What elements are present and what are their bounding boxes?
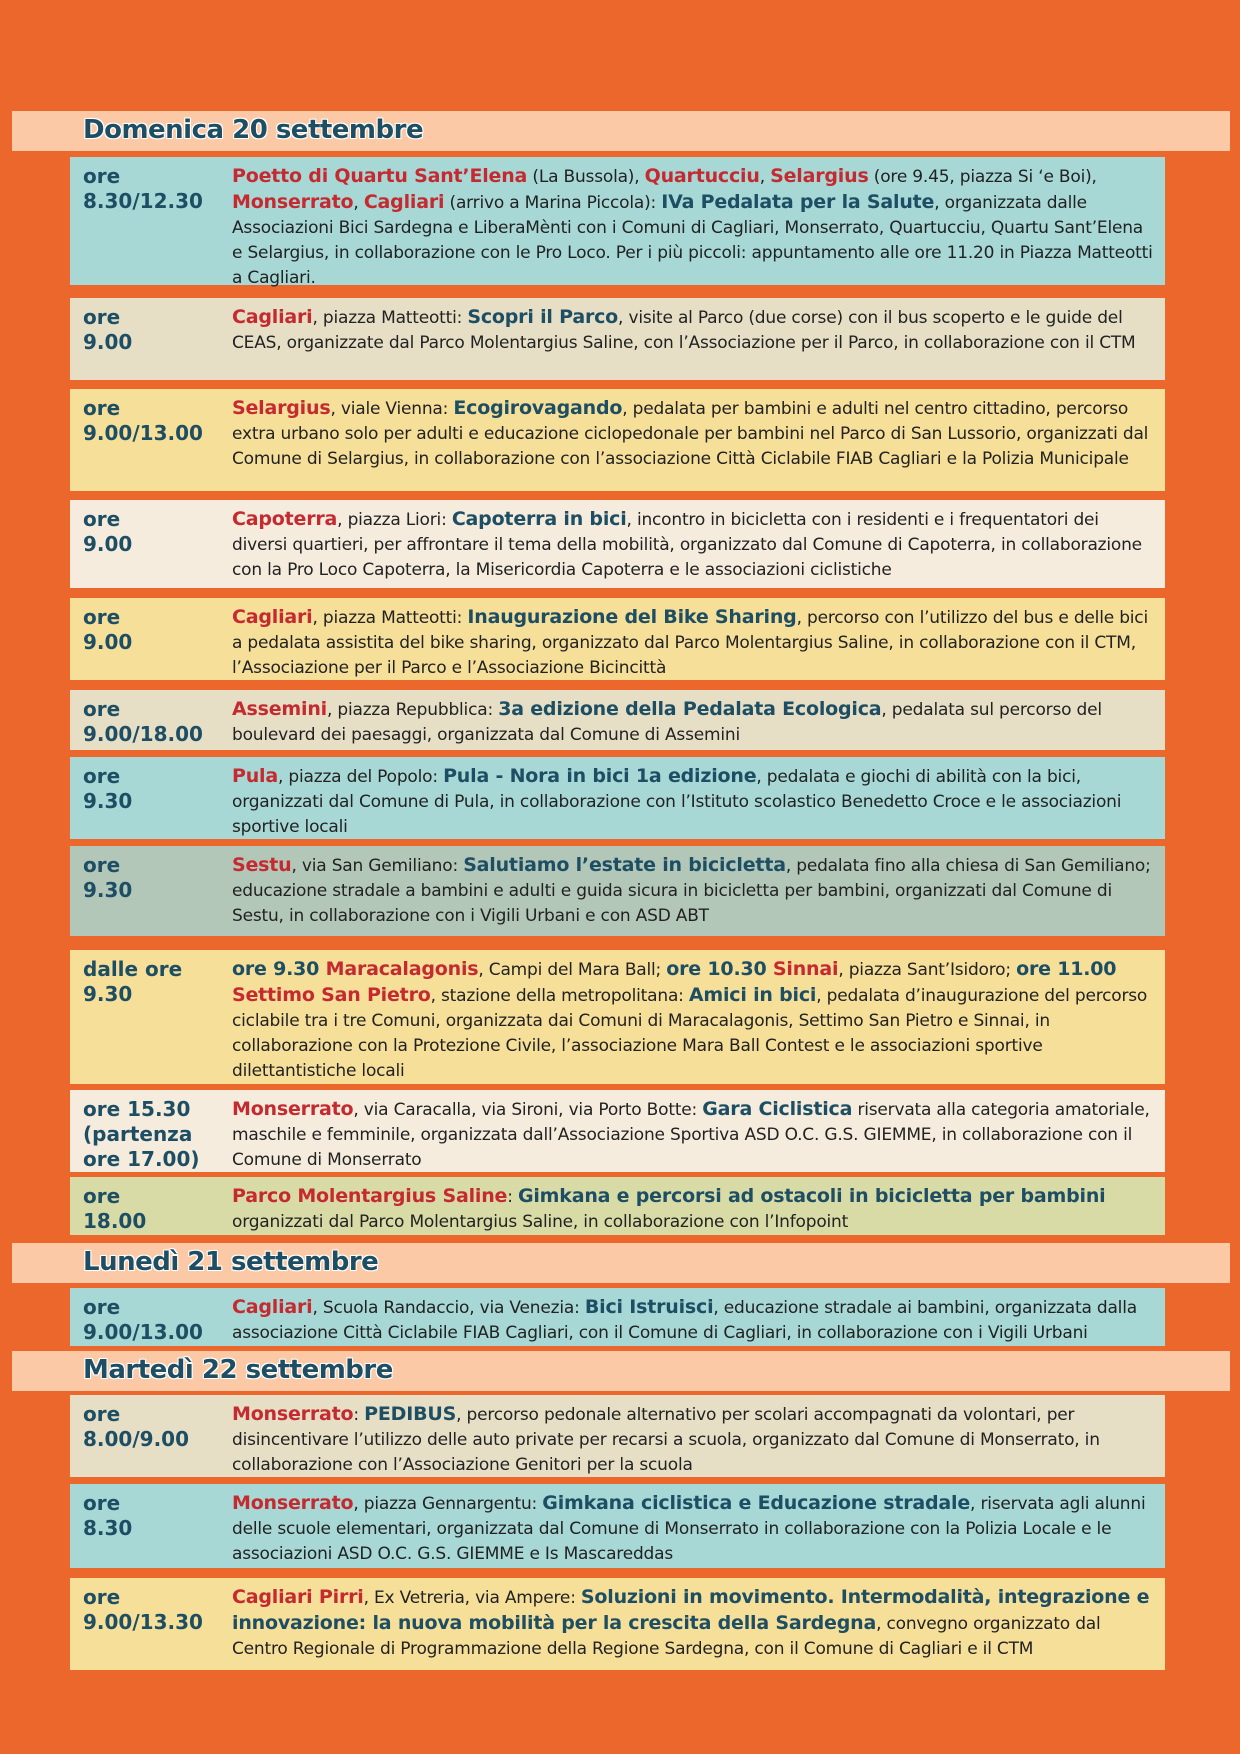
event-text: , pedalata fino alla chiesa di San Gemiliano; educazione stradale a bambini e adulti e guida sicura in bicicletta per bambini, organizzati dal Comune di Sestu, in collaborazione con i Vigili Urbani e con ASD ABT [232,856,1151,926]
event-time [83,305,223,355]
event-text: (ore 9.45, piazza Si ‘e Boi), [868,167,1097,187]
event-row [70,846,1165,936]
event-text: , riservata agli alunni delle scuole elementari, organizzata dal Comune di Monserrato in collaborazione con la Polizia Locale e le associazioni ASD O.C. G.S. GIEMME e Is Mascareddas [232,1494,1146,1564]
event-description [232,957,1155,1084]
event-text: , visite al Parco (due corse) con il bus scoperto e le guide del CEAS, organizzate dal Parco Molentargius Saline, con l’Associazione per il Parco, in collaborazione con il CTM [232,308,1136,353]
event-row [70,157,1165,288]
event-text: , convegno organizzato dal Centro Regionale di Programmazione della Regione Sardegna, con il Comune di Cagliari e il CTM [232,1614,1101,1659]
event-text: riservata alla categoria amatoriale, maschile e femminile, organizzata dall’Associazione Sportiva ASD O.C. G.S. GIEMME, in collaborazione con il Comune di Monserrato [232,1100,1150,1170]
event-time-line: ore [83,1402,121,1426]
event-description [232,853,1155,929]
event-text: (La Bussola), [527,167,645,187]
event-text: , via Caracalla, via Sironi, via Porto Botte: [353,1100,703,1120]
event-row [70,1288,1165,1346]
event-title: IVa Pedalata per la Salute [661,191,935,213]
event-description [232,1184,1155,1235]
event-title: Gimkana ciclistica e Educazione stradale [542,1492,971,1514]
event-text: , piazza Matteotti: [312,608,468,628]
event-text: , pedalata sul percorso del boulevard dei paesaggi, organizzata dal Comune di Assemini [232,700,1102,745]
event-time-line: ore [83,853,121,877]
event-time-line: 9.00/13.00 [83,421,203,445]
event-location: Cagliari [232,306,313,328]
day-header [12,1243,1230,1283]
event-time-line: 9.00 [83,630,133,654]
event-title: Amici in bici [688,984,817,1006]
event-location: Monserrato [232,1403,354,1425]
event-text: , via San Gemiliano: [291,856,464,876]
day-title: Lunedì 21 settembre [83,1247,379,1277]
event-time-line: 9.00/13.00 [83,1320,203,1344]
event-location: Maracalagonis [325,958,479,980]
event-row [70,598,1165,680]
event-text: , viale Vienna: [330,399,454,419]
event-title: Pula - Nora in bici 1a edizione [443,765,757,787]
event-time-line: ore 17.00) [83,1147,200,1171]
event-title: Bici Istruisci [584,1296,714,1318]
event-description [232,1295,1155,1346]
event-time-line: 8.30 [83,1516,133,1540]
event-text: : [353,1405,365,1425]
event-time [83,1184,223,1234]
event-title: 3a edizione della Pedalata Ecologica [498,698,882,720]
event-text: , Scuola Randaccio, via Venezia: [312,1298,585,1318]
event-location: Settimo San Pietro [232,984,431,1006]
event-location: Parco Molentargius Saline [232,1185,508,1207]
event-time [83,164,223,214]
event-row [70,1090,1165,1172]
event-time [83,1585,223,1635]
event-text: , pedalata per bambini e adulti nel centro cittadino, percorso extra urbano solo per adulti e educazione ciclopedonale per bambini nel Parco di San Lussorio, organizzati dal Comune di Selargius, in collaborazione con l’associazione Città Ciclabile FIAB Cagliari e la Polizia Municipale [232,399,1149,469]
event-location: Cagliari [363,191,445,213]
event-title: Capoterra in bici [451,508,627,530]
event-time [83,396,223,446]
event-row [70,298,1165,380]
event-time-line: 18.00 [83,1209,147,1233]
event-title: Inaugurazione del Bike Sharing [467,606,797,628]
event-location: Monserrato [232,1492,354,1514]
event-time-line: ore 15.30 [83,1097,191,1121]
event-time [83,1402,223,1452]
event-time-line: dalle ore [83,957,183,981]
event-row [70,950,1165,1084]
event-title: Gara Ciclistica [702,1098,853,1120]
event-text: , percorso pedonale alternativo per scolari accompagnati da volontari, per disincentivare l’utilizzo delle auto private per recarsi a scuola, organizzato dal Comune di Monserrato, in collaborazione con l’Associazione Genitori per la scuola [232,1405,1100,1475]
event-text: , piazza Gennargentu: [353,1494,543,1514]
event-description [232,1491,1155,1567]
event-row [70,1395,1165,1477]
event-row [70,389,1165,491]
event-text: , educazione stradale ai bambini, organizzata dalla associazione Città Ciclabile FIAB Cagliari, con il Comune di Cagliari, in collaborazione con i Vigili Urbani [232,1298,1137,1343]
event-location: Monserrato [232,191,354,213]
event-description [232,605,1155,681]
event-text: organizzati dal Parco Molentargius Saline, in collaborazione con l’Infopoint [232,1212,849,1232]
event-text: , percorso con l’utilizzo del bus e delle bici a pedalata assistita del bike sharing, organizzato dal Parco Molentargius Saline, in collaborazione con il CTM, l’Associazione per il Parco e l’Associazione Bicincittà [232,608,1148,678]
event-title: Ecogirovagando [453,397,623,419]
event-time-line: ore [83,164,121,188]
event-time [83,697,223,747]
event-time-line: 9.00 [83,532,133,556]
event-text: , pedalata e giochi di abilità con la bici, organizzati dal Comune di Pula, in collaborazione con l’Istituto scolastico Benedetto Croce e le associazioni sportive locali [232,767,1122,837]
event-description [232,1585,1155,1662]
event-row [70,1578,1165,1670]
event-title: Soluzioni in movimento. Intermodalità, integrazione e innovazione: la nuova mobilità per la crescita della Sardegna [232,1586,1150,1634]
event-time-line: ore [83,1184,121,1208]
day-header [12,111,1230,151]
event-text: , [759,167,771,187]
event-time-line: 8.00/9.00 [83,1427,189,1451]
event-text: , Campi del Mara Ball; [478,960,667,980]
event-time [83,605,223,655]
event-text: , piazza Liori: [337,510,452,530]
event-text: , organizzata dalle Associazioni Bici Sardegna e LiberaMènti con i Comuni di Cagliari, Monserrato, Quartucciu, Quartu Sant’Elena e Selargius, in collaborazione con le Pro Loco. Per i più piccoli: appuntamento alle ore 11.20 in Piazza Matteotti a Cagliari. [232,193,1153,288]
event-time [83,1491,223,1541]
event-row [70,1177,1165,1235]
event-text: , piazza del Popolo: [278,767,444,787]
event-text: (arrivo a Marina Piccola): [444,193,662,213]
event-description [232,396,1155,472]
event-text: , piazza Sant’Isidoro; [838,960,1017,980]
event-location: Selargius [770,165,869,187]
event-text: : [507,1187,518,1207]
event-time [83,507,223,557]
event-location: Pula [232,765,278,787]
event-row [70,500,1165,588]
event-time-line: 8.30/12.30 [83,189,203,213]
event-time-line: ore [83,697,121,721]
event-time-line: 9.30 [83,982,133,1006]
event-time-line: 9.00/18.00 [83,722,203,746]
event-time [83,1097,223,1172]
event-time-line: ore [83,1585,121,1609]
event-location: Capoterra [232,508,338,530]
event-time [83,853,223,903]
event-time-line: (partenza [83,1122,193,1146]
event-time-line: ore [83,1491,121,1515]
event-location: Poetto di Quartu Sant’Elena [232,165,528,187]
event-location: Cagliari Pirri [232,1586,364,1608]
event-text: , pedalata d’inaugurazione del percorso ciclabile tra i tre Comuni, organizzata dai Comuni di Maracalagonis, Settimo San Pietro e Sinnai, in collaborazione con la Protezione Civile, l’associazione Mara Ball Contest e le associazioni sportive dilettantistiche locali [232,986,1148,1081]
event-description [232,1402,1155,1478]
event-time-line: ore [83,1295,121,1319]
event-row [70,1484,1165,1568]
event-description [232,697,1155,748]
event-time-line: ore [83,507,121,531]
event-time-line: ore [83,396,121,420]
event-description [232,507,1155,583]
event-time-line: 9.00 [83,330,133,354]
event-description [232,305,1155,356]
day-title: Martedì 22 settembre [83,1355,393,1385]
event-location: Sinnai [772,958,839,980]
event-time-line: ore [83,305,121,329]
event-time-line: 9.30 [83,789,133,813]
day-title: Domenica 20 settembre [83,115,424,145]
event-description [232,1097,1155,1173]
event-description [232,764,1155,840]
event-time-line: 9.30 [83,878,133,902]
event-description [232,164,1155,291]
event-text: , piazza Matteotti: [312,308,468,328]
event-location: Cagliari [232,606,313,628]
event-time-line: 9.00/13.30 [83,1610,203,1634]
event-time-line: ore [83,605,121,629]
event-time [83,764,223,814]
event-location: Selargius [232,397,331,419]
event-text: , stazione della metropolitana: [430,986,689,1006]
event-time-line: ore [83,764,121,788]
event-row [70,690,1165,750]
event-text: , incontro in bicicletta con i residenti e i frequentatori dei diversi quartieri, per affrontare il tema della mobilità, organizzato dal Comune di Capoterra, in collaborazione con la Pro Loco Capoterra, la Misericordia Capoterra e le associazioni ciclistiche [232,510,1142,580]
event-location: Sestu [232,854,292,876]
event-text: , piazza Repubblica: [326,700,499,720]
event-text: , [353,193,364,213]
event-location: Monserrato [232,1098,354,1120]
event-location: Assemini [232,698,327,720]
event-location: Cagliari [232,1296,313,1318]
day-header [12,1351,1230,1391]
event-title: PEDIBUS [364,1403,457,1425]
event-row [70,757,1165,839]
event-location: Quartucciu [644,165,760,187]
event-title: Gimkana e percorsi ad ostacoli in bicicletta per bambini [517,1185,1106,1207]
event-title: Salutiamo l’estate in bicicletta [463,854,786,876]
event-text: , Ex Vetreria, via Ampere: [363,1588,581,1608]
event-title: ore 10.30 [666,958,773,980]
event-time [83,1295,223,1345]
event-title: Scopri il Parco [467,306,619,328]
event-time [83,957,223,1007]
event-title: ore 11.00 [1016,958,1117,980]
event-title: ore 9.30 [232,958,326,980]
